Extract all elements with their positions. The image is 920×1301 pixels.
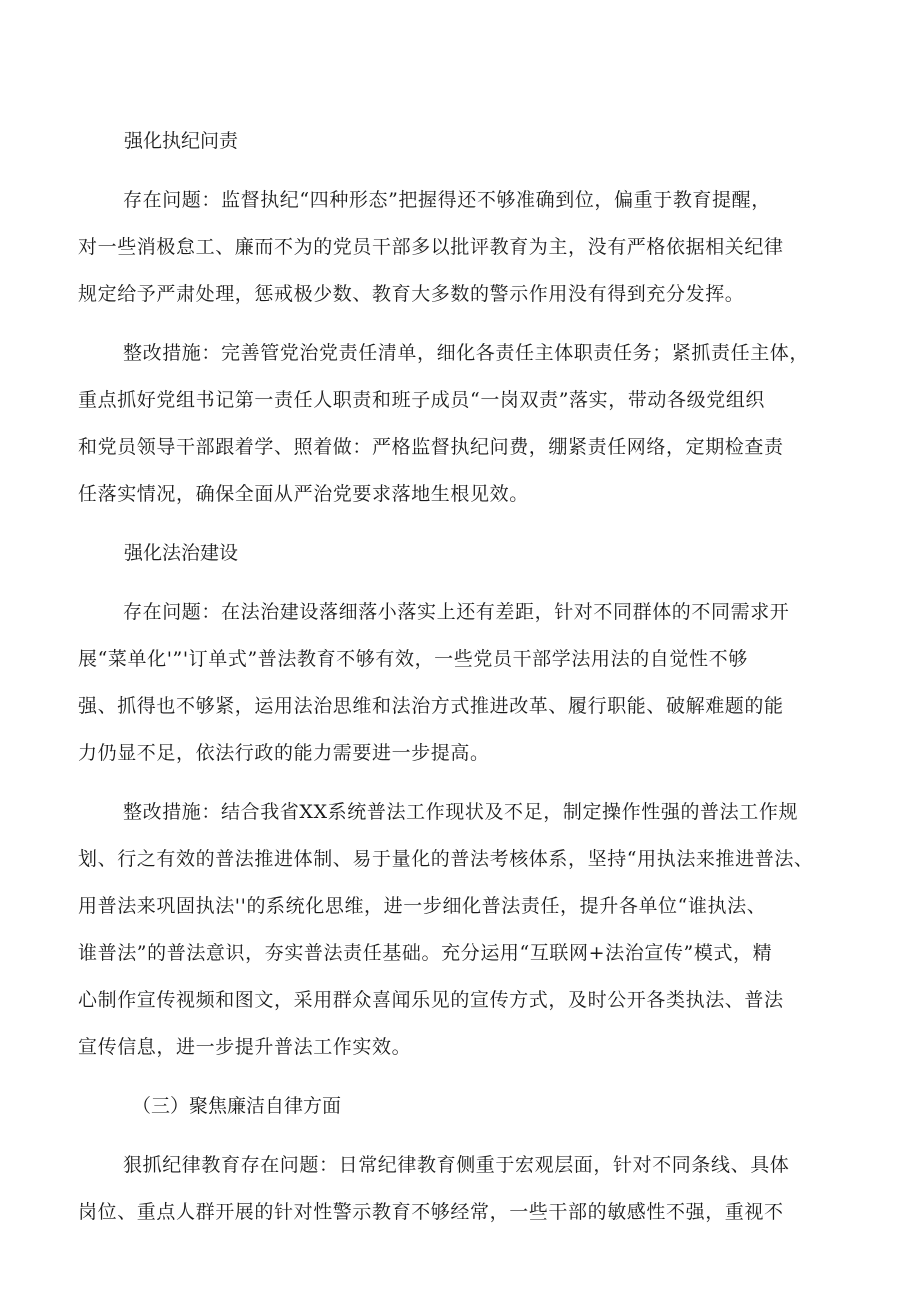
text-line: 规定给予严肃处理，惩戒极少数、教育大多数的警示作用没有得到充分发挥。 [78, 283, 745, 305]
text-line: 整改措施：完善管党治党责任清单，细化各责任主体职责任务；紧抓责任主体， [123, 342, 810, 364]
text-line: 对一些消极怠工、廉而不为的党员干部多以批评教育为主，没有严格依据相关纪律 [78, 236, 784, 258]
text-line: 狠抓纪律教育存在问题：日常纪律教育侧重于宏观层面，针对不同条线、具体 [123, 1154, 790, 1176]
text-line: 整改措施：结合我省XX系统普法工作现状及不足，制定操作性强的普法工作规 [123, 801, 799, 823]
text-line: 重点抓好党组书记第一责任人职责和班子成员“一岗双责”落实，带动各级党组织 [78, 389, 766, 411]
paragraph-measure-rule-of-law [78, 789, 858, 1071]
text-line: 岗位、重点人群开展的针对性警示教育不够经常，一些干部的敏感性不强，重视不 [78, 1201, 784, 1223]
text-line: 划、行之有效的普法推进体制、易于量化的普法考核体系，坚持“用执法来推进普法、 [78, 848, 814, 870]
section-heading-integrity: （三）聚焦廉洁自律方面 [132, 1095, 342, 1117]
document-page [78, 118, 858, 1236]
paragraph-problem-rule-of-law [78, 589, 858, 777]
spacer [78, 518, 858, 530]
spacer [78, 1071, 858, 1083]
paragraph-problem-discipline [78, 177, 858, 318]
section-heading-rule-of-law: 强化法治建设 [124, 542, 239, 564]
text-line: 强、抓得也不够紧，运用法治思维和法治方式推进改革、履行职能、破解难题的能 [78, 695, 784, 717]
spacer [78, 165, 858, 177]
text-line: 任落实情况，确保全面从严治党要求落地生根见效。 [78, 483, 529, 505]
section-heading-discipline: 强化执纪问责 [124, 130, 239, 152]
text-line: 谁普法”的普法意识，夯实普法责任基础。充分运用“互联网+法治宣传”模式，精 [78, 942, 773, 964]
text-line: 和党员领导干部跟着学、照着做：严格监督执纪问费，绷紧责任网络，定期检查责 [78, 436, 784, 458]
spacer [78, 1130, 858, 1142]
spacer [78, 777, 858, 789]
paragraph-measure-discipline [78, 330, 858, 518]
text-line: 存在问题：在法治建设落细落小落实上还有差距，针对不同群体的不同需求开 [123, 601, 790, 623]
text-line: 存在问题：监督执纪“四种形态”把握得还不够准确到位，偏重于教育提醒， [123, 189, 771, 211]
spacer [78, 318, 858, 330]
text-line: 宣传信息，进一步提升普法工作实效。 [78, 1036, 412, 1058]
text-line: 力仍显不足，依法行政的能力需要进一步提高。 [78, 742, 490, 764]
text-line: 用普法来巩固执法''的系统化思维，进一步细化普法责任，提升各单位“谁执法、 [78, 895, 767, 917]
text-line: 展“菜单化'”'订单式”普法教育不够有效，一些党员干部学法用法的自觉性不够 [78, 648, 748, 670]
spacer [78, 577, 858, 589]
paragraph-problem-integrity [78, 1142, 858, 1236]
text-line: 心制作宣传视频和图文，采用群众喜闻乐见的宣传方式，及时公开各类执法、普法 [78, 989, 784, 1011]
